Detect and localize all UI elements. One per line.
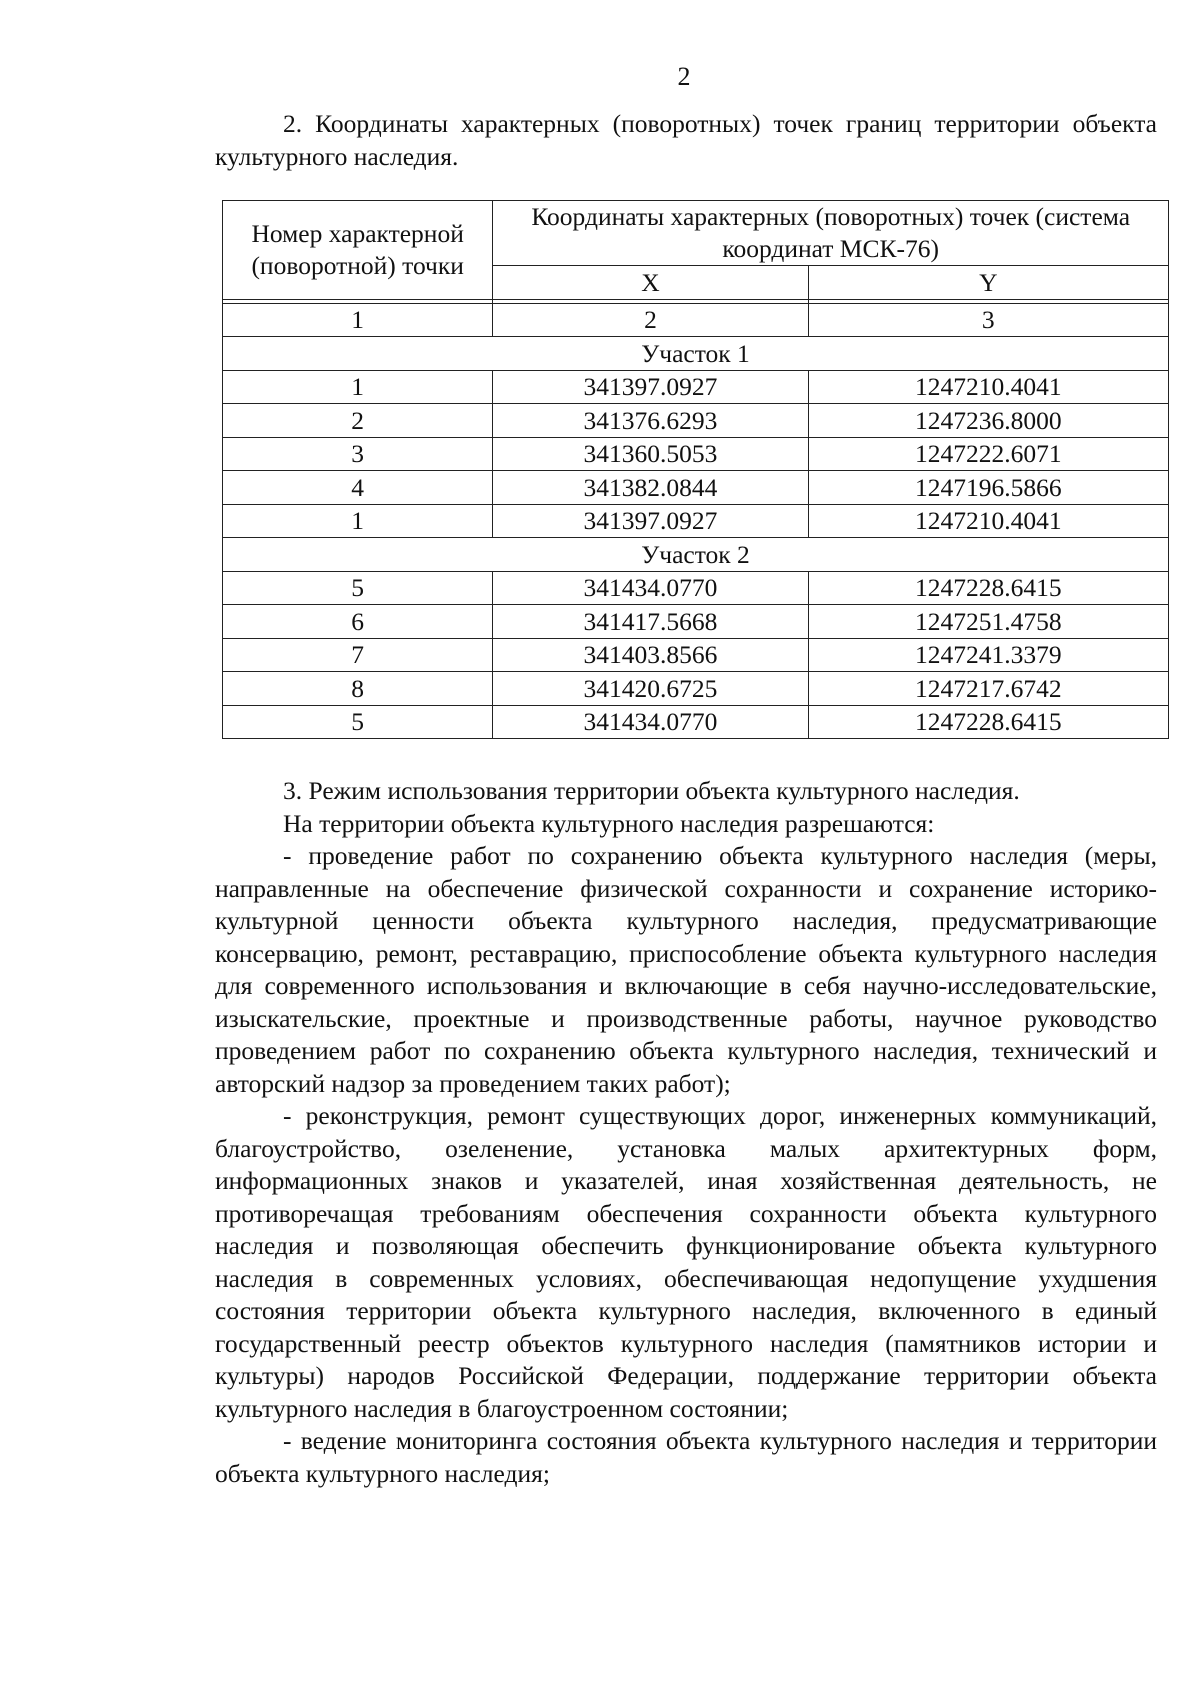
- y-value: 1247210.4041: [808, 370, 1168, 404]
- point-number: 5: [223, 705, 493, 739]
- point-number: 5: [223, 571, 493, 605]
- x-value: 341397.0927: [493, 504, 808, 538]
- x-value: 341360.5053: [493, 437, 808, 471]
- section-title-row: [223, 337, 1169, 371]
- table-row: [223, 370, 1169, 404]
- section-title: Участок 2: [223, 538, 1169, 572]
- table-row: [223, 672, 1169, 706]
- x-value: 341434.0770: [493, 705, 808, 739]
- y-value: 1247217.6742: [808, 672, 1168, 706]
- header-y: Y: [808, 266, 1168, 300]
- section-title-row: [223, 538, 1169, 572]
- y-value: 1247210.4041: [808, 504, 1168, 538]
- section-2-paragraph: 2. Координаты характерных (поворотных) точек границ территории объекта культурного наследия.: [215, 109, 1157, 171]
- x-value: 341382.0844: [493, 471, 808, 505]
- table-row: [223, 705, 1169, 739]
- y-value: 1247228.6415: [808, 705, 1168, 739]
- table-row: [223, 605, 1169, 639]
- point-number: 4: [223, 471, 493, 505]
- section-3-title: 3. Режим использования территории объекта культурного наследия.: [283, 776, 1020, 805]
- point-number: 2: [223, 404, 493, 438]
- x-value: 341397.0927: [493, 370, 808, 404]
- list-item: - проведение работ по сохранению объекта культурного наследия (меры, направленные на обеспечение физической сохранности и сохранение историко-культурной ценности объекта культурного наследия, предусматривающие консервацию, ремонт, реставрацию, приспособление объекта культурного наследия для современного использования и включающие в себя научно-исследовательские, изыскательские, проектные и производственные работы, научное руководство проведением работ по сохранению объекта культурного наследия, технический и авторский надзор за проведением таких работ);: [215, 841, 1157, 1098]
- point-number: 8: [223, 672, 493, 706]
- point-number: 6: [223, 605, 493, 639]
- table-row: [223, 437, 1169, 471]
- y-value: 1247236.8000: [808, 404, 1168, 438]
- table-row: [223, 571, 1169, 605]
- table-row: [223, 471, 1169, 505]
- coordinates-table: [222, 200, 1169, 739]
- x-value: 341417.5668: [493, 605, 808, 639]
- y-value: 1247241.3379: [808, 638, 1168, 672]
- list-item: - ведение мониторинга состояния объекта культурного наследия и территории объекта культурного наследия;: [215, 1426, 1157, 1488]
- table-row: [223, 504, 1169, 538]
- table-header-row: [223, 201, 1169, 266]
- page-number: 2: [677, 62, 691, 91]
- y-value: 1247228.6415: [808, 571, 1168, 605]
- x-value: 341420.6725: [493, 672, 808, 706]
- point-number: 1: [223, 370, 493, 404]
- table-row: [223, 638, 1169, 672]
- x-value: 341376.6293: [493, 404, 808, 438]
- point-number: 3: [223, 437, 493, 471]
- point-number: 1: [223, 504, 493, 538]
- point-number: 7: [223, 638, 493, 672]
- section-3: [215, 775, 1157, 1490]
- section-title: Участок 1: [223, 337, 1169, 371]
- x-value: 341434.0770: [493, 571, 808, 605]
- numbering-cell: 2: [493, 303, 808, 337]
- y-value: 1247196.5866: [808, 471, 1168, 505]
- y-value: 1247222.6071: [808, 437, 1168, 471]
- table-numbering-row: [223, 303, 1169, 337]
- table-row: [223, 404, 1169, 438]
- x-value: 341403.8566: [493, 638, 808, 672]
- y-value: 1247251.4758: [808, 605, 1168, 639]
- section-3-intro: На территории объекта культурного наследия разрешаются:: [283, 808, 935, 838]
- header-coordinates: Координаты характерных (поворотных) точек (система координат МСК-76): [493, 201, 1169, 266]
- numbering-cell: 3: [808, 303, 1168, 337]
- list-item: - реконструкция, ремонт существующих дорог, инженерных коммуникаций, благоустройство, озеленение, установка малых архитектурных форм, информационных знаков и указателей, иная хозяйственная деятельность, не противоречащая требованиям обеспечения сохранности объекта культурного наследия и позволяющая обеспечить функционирование объекта культурного наследия в современных условиях, обеспечивающая недопущение ухудшения состояния территории объекта культурного наследия, включенного в единый государственный реестр объектов культурного наследия (памятников истории и культуры) народов Российской Федерации, поддержание территории объекта культурного наследия в благоустроенном состоянии;: [215, 1101, 1157, 1423]
- header-point-number: Номер характерной (поворотной) точки: [223, 201, 493, 300]
- numbering-cell: 1: [223, 303, 493, 337]
- header-x: X: [493, 266, 808, 300]
